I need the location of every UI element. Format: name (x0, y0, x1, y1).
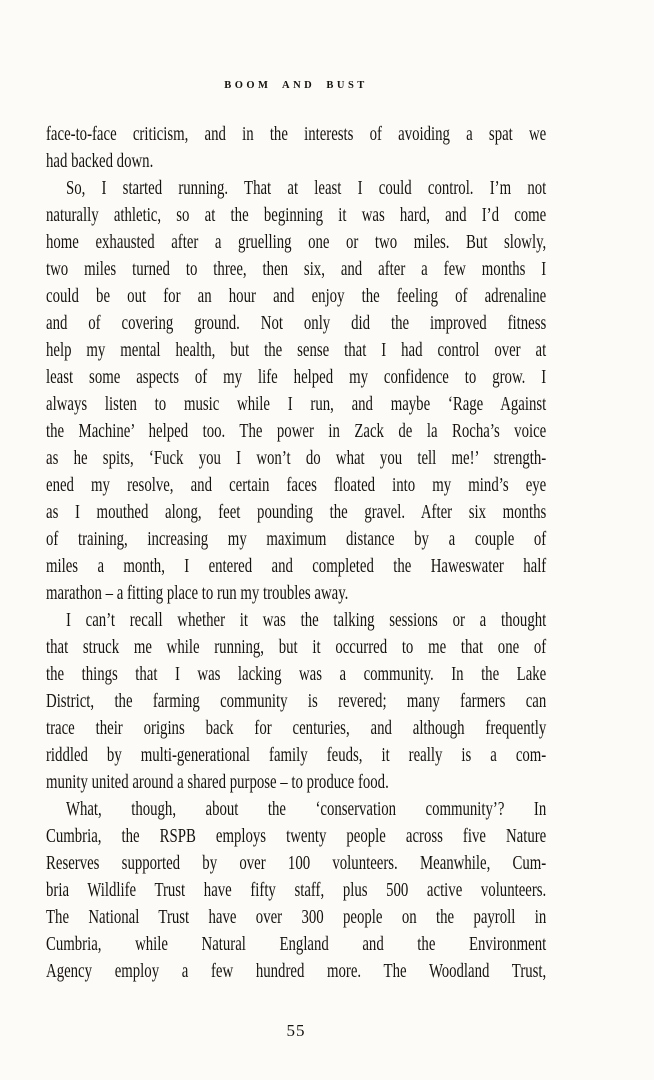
text-line: least some aspects of my life helped my confidence to grow. I (46, 366, 547, 388)
text-line: that struck me while running, but it occurred to me that one of (46, 636, 547, 658)
running-header: BOOM AND BUST (224, 80, 368, 91)
text-line: ened my resolve, and certain faces floated into my mind’s eye (46, 474, 547, 496)
text-line: trace their origins back for centuries, and although frequently (46, 717, 547, 739)
text-line: help my mental health, but the sense that I had control over at (46, 339, 547, 361)
page-number: 55 (286, 1021, 306, 1040)
text-line: naturally athletic, so at the beginning it was hard, and I’d come (46, 204, 547, 226)
text-line: had backed down. (46, 150, 154, 172)
text-line: So, I started running. That at least I could control. I’m not (65, 177, 547, 199)
text-line: bria Wildlife Trust have fifty staff, plus 500 active volunteers. (46, 879, 547, 901)
text-line: as he spits, ‘Fuck you I won’t do what you tell me!’ strength- (46, 447, 547, 469)
text-line: two miles turned to three, then six, and after a few months I (46, 258, 547, 280)
text-line: District, the farming community is revered; many farmers can (46, 690, 547, 712)
text-line: riddled by multi-generational family feuds, it really is a com- (46, 744, 547, 766)
text-line: home exhausted after a gruelling one or two miles. But slowly, (46, 231, 547, 253)
text-block (46, 121, 546, 985)
text-line: miles a month, I entered and completed the Haweswater half (46, 555, 547, 577)
text-line: The National Trust have over 300 people on the payroll in (46, 906, 547, 928)
text-line: always listen to music while I run, and maybe ‘Rage Against (46, 393, 547, 415)
text-line: of training, increasing my maximum distance by a couple of (46, 528, 547, 550)
text-line: munity united around a shared purpose – to produce food. (46, 771, 389, 793)
text-line: Agency employ a few hundred more. The Woodland Trust, (46, 960, 547, 982)
text-line: Cumbria, the RSPB employs twenty people across five Nature (46, 825, 547, 847)
text-line: What, though, about the ‘conservation community’? In (65, 798, 547, 820)
text-line: marathon – a fitting place to run my troubles away. (46, 582, 349, 604)
text-line: the Machine’ helped too. The power in Zack de la Rocha’s voice (46, 420, 547, 442)
text-line: Cumbria, while Natural England and the Environment (46, 933, 547, 955)
text-line: Reserves supported by over 100 volunteers. Meanwhile, Cum- (46, 852, 547, 874)
text-line: face-to-face criticism, and in the interests of avoiding a spat we (46, 123, 547, 145)
text-line: I can’t recall whether it was the talking sessions or a thought (65, 609, 547, 631)
text-line: and of covering ground. Not only did the improved fitness (46, 312, 547, 334)
text-line: could be out for an hour and enjoy the feeling of adrenaline (46, 285, 547, 307)
text-line: the things that I was lacking was a community. In the Lake (46, 663, 547, 685)
text-line: as I mouthed along, feet pounding the gravel. After six months (46, 501, 547, 523)
